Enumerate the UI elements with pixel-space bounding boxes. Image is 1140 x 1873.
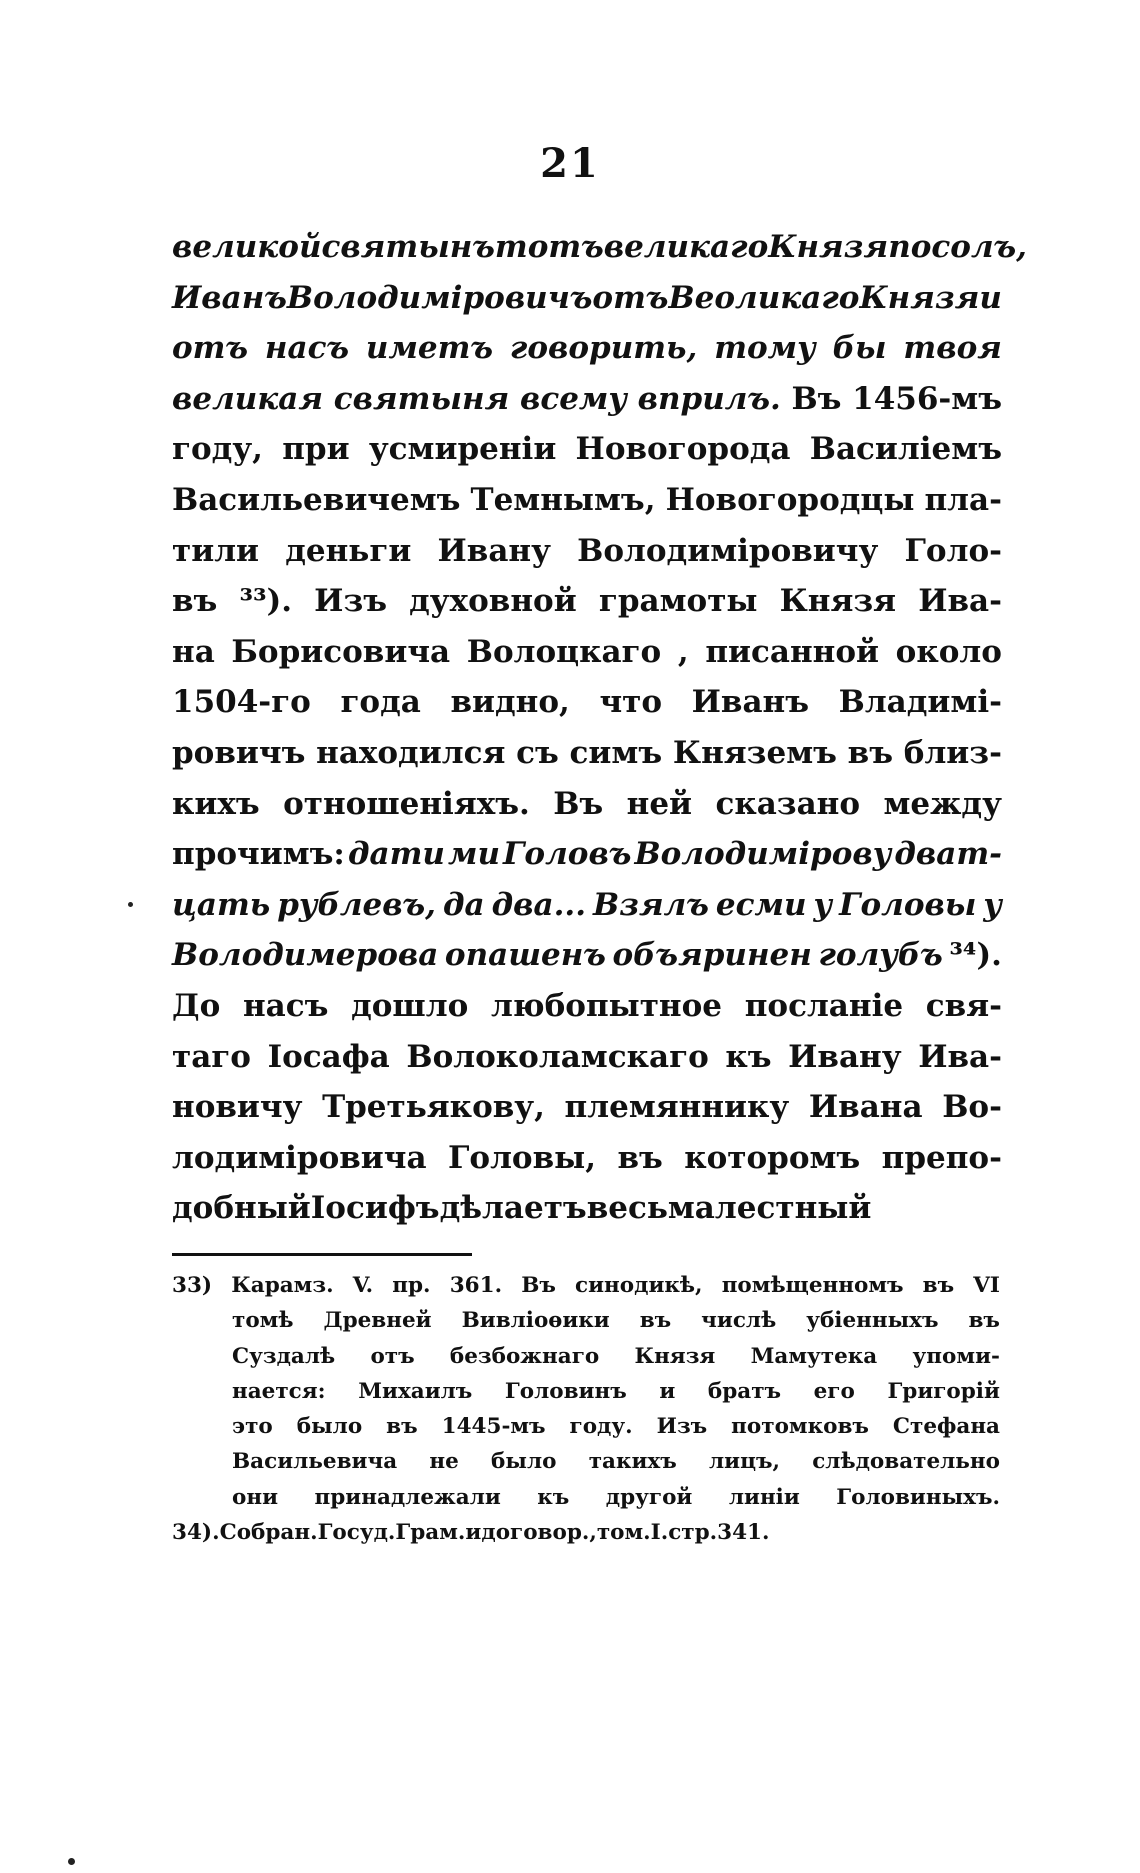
word: и: [979, 279, 1002, 316]
footnote-word: Карамз.: [231, 1273, 334, 1298]
word: любопытное: [490, 987, 723, 1024]
word: святынъ: [321, 229, 495, 265]
word: писанной: [705, 633, 880, 670]
word: Князя: [779, 583, 897, 620]
word: Ивану: [788, 1038, 902, 1075]
word: таго: [172, 1038, 251, 1075]
footnote-word: въ: [922, 1273, 955, 1298]
text-line: [172, 728, 1002, 779]
text-line: [172, 677, 1002, 728]
word: препо-: [881, 1139, 1002, 1176]
footnote-word: Древней: [323, 1308, 432, 1334]
footnote-word: пр.: [392, 1273, 431, 1298]
word: великая: [172, 380, 324, 417]
word: Княземъ: [672, 734, 837, 771]
footnote-word: потомковъ: [731, 1414, 869, 1440]
footnote-line: [172, 1409, 1000, 1444]
word: Голо-: [904, 532, 1002, 569]
footnote-word: Въ: [521, 1273, 556, 1298]
word: твоя: [903, 330, 1002, 367]
word: Во-: [942, 1089, 1002, 1126]
footnote-word: 34).: [172, 1520, 220, 1546]
footnote-word: Собран.: [219, 1520, 318, 1546]
word: племяннику: [564, 1089, 790, 1126]
word: духовной: [409, 583, 577, 620]
word: Ива-: [918, 1038, 1002, 1075]
word: къ: [725, 1038, 772, 1075]
footnote-rule: [172, 1253, 472, 1256]
footnote-word: убiенныхъ: [806, 1308, 939, 1334]
footnote-word: Васильевича: [232, 1449, 398, 1475]
word: Володимiровичу: [577, 532, 879, 569]
word: Изъ: [314, 583, 388, 620]
footnote-word: стр.: [668, 1520, 718, 1546]
word: весьма: [586, 1190, 715, 1227]
word: кихъ: [172, 785, 260, 822]
word: Головъ: [503, 836, 632, 873]
word: голубъ: [818, 937, 943, 974]
word: Iосифъ: [310, 1190, 440, 1227]
text-line: [172, 1082, 1002, 1133]
footnote-word: 33): [172, 1273, 213, 1298]
word: да: [442, 886, 485, 923]
word: вприлъ.: [637, 380, 781, 417]
word: между: [883, 785, 1002, 822]
footnote-word: и: [465, 1520, 482, 1546]
word: опашенъ: [444, 937, 606, 974]
word: тили: [172, 532, 260, 569]
word: находился: [316, 734, 506, 771]
word: Володимiрову: [634, 836, 892, 873]
word: Володимiровичъ: [286, 279, 593, 316]
footnote-word: его: [813, 1378, 855, 1404]
footnote-line: [172, 1444, 1000, 1479]
word: лестный: [714, 1190, 872, 1227]
footnote-word: Мамутека: [750, 1343, 878, 1369]
footnote-word: помѣщенномъ: [721, 1273, 904, 1298]
text-line: [172, 829, 1002, 880]
footnote-word: безбожнаго: [449, 1343, 600, 1369]
word: ,: [677, 633, 689, 670]
word: Темнымъ,: [470, 481, 656, 518]
word: отношенiяхъ.: [283, 785, 530, 822]
footnote-word: принадлежали: [314, 1484, 501, 1510]
word: съ: [516, 734, 559, 771]
word: Новогородцы: [665, 481, 915, 518]
footnote-word: слѣдовательно: [812, 1449, 1000, 1475]
footnote-word: не: [429, 1449, 459, 1475]
word: 1456-мъ: [852, 380, 1002, 417]
word: святыня: [333, 380, 510, 417]
page-number: 21: [540, 140, 600, 187]
word: До: [172, 987, 221, 1024]
footnote-word: въ: [639, 1308, 672, 1334]
footnote-word: Вивлiоѳики: [461, 1308, 610, 1334]
word: сказано: [715, 785, 861, 822]
text-line: [172, 273, 1002, 324]
word: у: [813, 886, 833, 923]
footnote-word: году.: [569, 1414, 633, 1440]
footnote-word: нается:: [232, 1378, 326, 1404]
word: два...: [491, 886, 587, 923]
word: въ: [172, 583, 218, 620]
word: въ: [847, 734, 893, 771]
word: свя-: [925, 987, 1002, 1024]
footnote-word: къ: [537, 1484, 570, 1510]
word: Третьякову,: [322, 1089, 545, 1126]
word: есми: [715, 886, 807, 923]
footnote-word: Изъ: [656, 1414, 708, 1440]
word: году,: [172, 431, 263, 468]
word: года: [340, 684, 421, 721]
word: посланiе: [744, 987, 904, 1024]
footnote-word: братъ: [707, 1378, 782, 1404]
footnote-word: числѣ: [701, 1308, 777, 1334]
footnote-word: и: [659, 1378, 676, 1404]
word: Ивану: [437, 532, 551, 569]
text-line: [172, 374, 1002, 425]
word: Васильевичемъ: [172, 481, 461, 518]
footnote-word: линiи: [728, 1484, 800, 1510]
footnotes: [172, 1268, 1000, 1550]
footnote-word: договор.,: [481, 1520, 597, 1546]
word: добный: [172, 1190, 311, 1227]
footnote-word: въ: [386, 1414, 418, 1440]
word: великаго: [603, 229, 769, 265]
footnote-word: отъ: [370, 1343, 415, 1369]
footnote-line: [172, 1515, 1000, 1550]
footnote-word: Григорiй: [887, 1378, 1000, 1404]
word: при: [282, 431, 350, 468]
footnote-line: [172, 1339, 1000, 1374]
word: на: [172, 633, 215, 670]
word: пла-: [924, 481, 1002, 518]
word: ми: [447, 836, 500, 873]
word: видно,: [450, 684, 570, 721]
footnote-word: Михаилъ: [358, 1378, 473, 1404]
word: дват-: [894, 836, 1002, 873]
text-line: [172, 1133, 1002, 1184]
footnote-word: это: [232, 1414, 273, 1440]
text-line: [172, 930, 1002, 981]
footnote-word: Грам.: [395, 1520, 466, 1546]
footnote-word: синодикѣ,: [575, 1273, 703, 1298]
word: которомъ: [684, 1139, 861, 1176]
footnote-word: Госуд.: [317, 1520, 396, 1546]
text-line: [172, 627, 1002, 678]
word: Головы: [839, 886, 977, 923]
word: ровичъ: [172, 734, 306, 771]
footnote-line: [172, 1268, 1000, 1303]
text-line: [172, 779, 1002, 830]
word: симъ: [569, 734, 663, 771]
word: въ: [617, 1139, 663, 1176]
print-speck: [128, 902, 133, 907]
word: объяринен: [612, 937, 812, 974]
word: Взялъ: [593, 886, 709, 923]
word: отъ: [172, 330, 249, 367]
footnote-word: V.: [352, 1273, 374, 1298]
word: великой: [172, 229, 322, 265]
word: Головы,: [447, 1139, 597, 1176]
text-line: [172, 880, 1002, 931]
word: тотъ: [494, 229, 604, 265]
footnote-word: лицъ,: [709, 1449, 780, 1475]
footnote-word: Князя: [634, 1343, 716, 1369]
word: Князя: [768, 229, 889, 265]
footnote-word: Головиныхъ.: [836, 1484, 1000, 1510]
word: посолъ,: [888, 229, 1027, 265]
word: тому: [714, 330, 816, 367]
word: что: [599, 684, 663, 721]
word: цать: [172, 886, 271, 923]
word: Иванъ: [172, 279, 287, 316]
word: ней: [626, 785, 693, 822]
footnote-word: упоми-: [912, 1343, 1000, 1369]
footnote-word: Головинъ: [504, 1378, 627, 1404]
text-line: [172, 424, 1002, 475]
word: отъ: [592, 279, 669, 316]
word: Ивана: [808, 1089, 923, 1126]
footnote-line: [172, 1374, 1000, 1409]
word: Ива-: [918, 583, 1002, 620]
footnote-word: Стефана: [892, 1414, 1000, 1440]
text-line: [172, 981, 1002, 1032]
word: насъ: [264, 330, 350, 367]
word: грамоты: [598, 583, 758, 620]
text-line: [172, 222, 1027, 273]
text-line: [172, 1032, 1002, 1083]
word: иметъ: [365, 330, 493, 367]
text-line: [172, 323, 1002, 374]
word: насъ: [242, 987, 329, 1024]
footnote-word: 1445-мъ: [441, 1414, 546, 1440]
word: ³³).: [239, 583, 293, 620]
word: у: [983, 886, 1002, 923]
word: Иванъ: [691, 684, 810, 721]
footnote-word: другой: [605, 1484, 693, 1510]
text-line: [172, 1183, 1002, 1234]
word: бы: [832, 330, 887, 367]
footnote-word: томѣ: [232, 1308, 294, 1334]
word: Князя: [859, 279, 980, 316]
word: усмиренiи: [368, 431, 557, 468]
word: говорить,: [509, 330, 698, 367]
body-text: [172, 222, 1027, 1234]
footnote-word: том.: [596, 1520, 651, 1546]
word: ³⁴).: [949, 937, 1002, 974]
word: Въ: [553, 785, 604, 822]
footnote-word: 341.: [717, 1520, 770, 1546]
footnote-line: [172, 1303, 1000, 1338]
footnote-word: было: [296, 1414, 363, 1440]
footnote-word: въ: [968, 1308, 1000, 1334]
text-line: [172, 475, 1002, 526]
word: прочимъ:: [172, 836, 345, 873]
word: Василiемъ: [809, 431, 1002, 468]
word: Борисовича: [231, 633, 451, 670]
word: около: [895, 633, 1002, 670]
text-line: [172, 576, 1002, 627]
word: лодимiровича: [172, 1139, 427, 1176]
word: деньги: [285, 532, 412, 569]
text-line: [172, 526, 1002, 577]
footnote-word: было: [491, 1449, 557, 1475]
word: Володимерова: [172, 937, 439, 974]
footnote-word: 361.: [449, 1273, 503, 1298]
word: Веоликаго: [668, 279, 860, 316]
word: Волоколамскаго: [406, 1038, 709, 1075]
word: Владимi-: [838, 684, 1002, 721]
footnote-word: I.: [650, 1520, 669, 1546]
word: близ-: [903, 734, 1002, 771]
footnote-word: Суздалѣ: [232, 1343, 336, 1369]
word: Волоцкаго: [466, 633, 662, 670]
footnote-line: [172, 1480, 1000, 1515]
word: дати: [347, 836, 445, 873]
word: Iосафа: [267, 1038, 390, 1075]
word: дѣлаетъ: [439, 1190, 587, 1227]
word: Въ: [791, 380, 842, 417]
word: рублевъ,: [277, 886, 436, 923]
footnote-word: такихъ: [588, 1449, 677, 1475]
word: дошло: [351, 987, 469, 1024]
word: всему: [519, 380, 627, 417]
word: новичу: [172, 1089, 303, 1126]
word: 1504-го: [172, 684, 311, 721]
word: Новогорода: [575, 431, 791, 468]
footnote-word: они: [232, 1484, 279, 1510]
footnote-word: VI: [973, 1273, 1000, 1298]
print-speck: [68, 1858, 75, 1865]
